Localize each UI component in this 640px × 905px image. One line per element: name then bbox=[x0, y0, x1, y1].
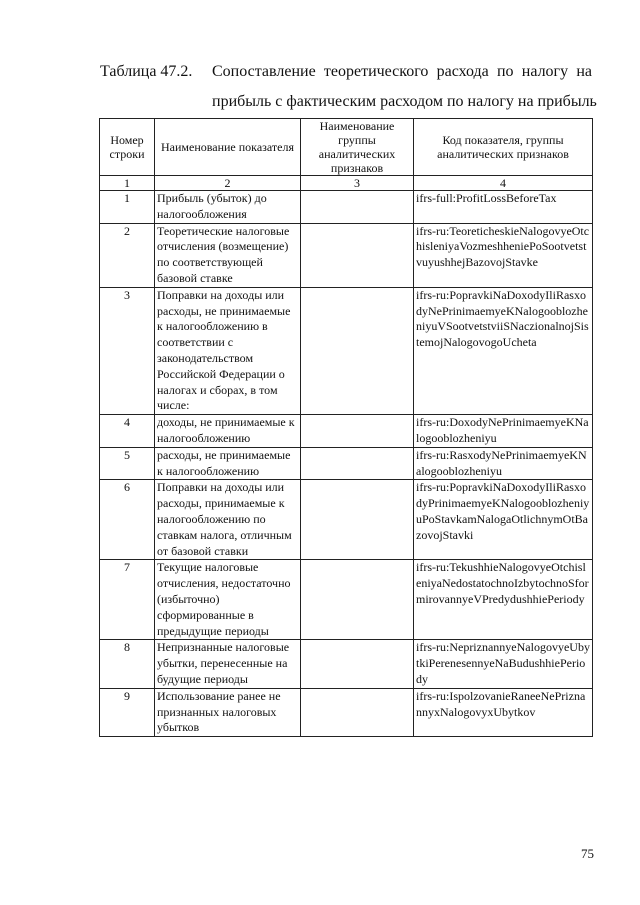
table-row bbox=[100, 688, 593, 736]
row-number-cell: 6 bbox=[100, 480, 155, 560]
indicator-name-cell: Поправки на доходы или расходы, принимаемые к налогообложению по ставкам налога, отличным от базовой ставки bbox=[155, 480, 301, 560]
indicator-name-cell: Использование ранее не признанных налоговых убытков bbox=[155, 688, 301, 736]
indicator-name-cell: Поправки на доходы или расходы, не принимаемые к налогообложению в соответствии с законодательством Российской Федерации о налогах и сборах, в том числе: bbox=[155, 287, 301, 414]
indicator-code-cell: ifrs-ru:NepriznannyeNalogovyeUbytkiPerenesennyeNaBudushhiePeriody bbox=[414, 640, 593, 688]
indicator-code-cell: ifrs-ru:DoxodyNePrinimaemyeKNalogooblozheniyu bbox=[414, 415, 593, 448]
row-number-cell: 1 bbox=[100, 191, 155, 224]
table-row bbox=[100, 191, 593, 224]
table-row bbox=[100, 560, 593, 640]
table-row bbox=[100, 640, 593, 688]
table-row bbox=[100, 223, 593, 287]
indicator-name-cell: расходы, не принимаемые к налогообложению bbox=[155, 447, 301, 480]
group-name-cell bbox=[301, 560, 414, 640]
group-name-cell bbox=[301, 415, 414, 448]
column-number: 4 bbox=[414, 176, 593, 191]
column-number-row bbox=[100, 176, 593, 191]
row-number-cell: 8 bbox=[100, 640, 155, 688]
indicator-code-cell: ifrs-ru:TeoreticheskieNalogovyeOtchisleniyaVozmeshheniePoSootvetstvuyushhejBazovojStavke bbox=[414, 223, 593, 287]
tax-reconciliation-table bbox=[99, 118, 593, 737]
table-title-line-2: прибыль с фактическим расходом по налогу на прибыль bbox=[212, 93, 597, 110]
indicator-code-cell: ifrs-full:ProfitLossBeforeTax bbox=[414, 191, 593, 224]
header-row-number: Номер строки bbox=[100, 119, 155, 176]
row-number-cell: 2 bbox=[100, 223, 155, 287]
indicator-name-cell: Теоретические налоговые отчисления (возмещение) по соответствующей базовой ставке bbox=[155, 223, 301, 287]
header-indicator-name: Наименование показателя bbox=[155, 119, 301, 176]
table-title-line-1: Сопоставление теоретического расхода по налогу на bbox=[212, 63, 592, 80]
indicator-name-cell: доходы, не принимаемые к налогообложению bbox=[155, 415, 301, 448]
group-name-cell bbox=[301, 447, 414, 480]
row-number-cell: 4 bbox=[100, 415, 155, 448]
table-row bbox=[100, 480, 593, 560]
group-name-cell bbox=[301, 223, 414, 287]
header-code: Код показателя, группы аналитических признаков bbox=[414, 119, 593, 176]
header-group-name: Наименование группы аналитических признаков bbox=[301, 119, 414, 176]
row-number-cell: 5 bbox=[100, 447, 155, 480]
page-number: 75 bbox=[581, 846, 594, 861]
indicator-name-cell: Текущие налоговые отчисления, недостаточно (избыточно) сформированные в предыдущие периоды bbox=[155, 560, 301, 640]
group-name-cell bbox=[301, 480, 414, 560]
indicator-code-cell: ifrs-ru:PopravkiNaDoxodyIliRasxodyNePrinimaemyeKNalogooblozheniyuVSootvetstviiSNaczionalnojSistemojNalogovogoUcheta bbox=[414, 287, 593, 414]
column-number: 2 bbox=[155, 176, 301, 191]
row-number-cell: 7 bbox=[100, 560, 155, 640]
indicator-code-cell: ifrs-ru:RasxodyNePrinimaemyeKNalogooblozheniyu bbox=[414, 447, 593, 480]
indicator-code-cell: ifrs-ru:PopravkiNaDoxodyIliRasxodyPrinimaemyeKNalogooblozheniyuPoStavkamNalogaOtlichnymOtBazovojStavki bbox=[414, 480, 593, 560]
table-number: Таблица 47.2. bbox=[100, 63, 193, 80]
table-row bbox=[100, 415, 593, 448]
table-row bbox=[100, 287, 593, 414]
indicator-name-cell: Прибыль (убыток) до налогообложения bbox=[155, 191, 301, 224]
group-name-cell bbox=[301, 640, 414, 688]
column-number: 1 bbox=[100, 176, 155, 191]
header-row bbox=[100, 119, 593, 176]
indicator-name-cell: Непризнанные налоговые убытки, перенесенные на будущие периоды bbox=[155, 640, 301, 688]
indicator-code-cell: ifrs-ru:IspolzovanieRaneeNePriznannyxNalogovyxUbytkov bbox=[414, 688, 593, 736]
group-name-cell bbox=[301, 287, 414, 414]
table-row bbox=[100, 447, 593, 480]
column-number: 3 bbox=[301, 176, 414, 191]
indicator-code-cell: ifrs-ru:TekushhieNalogovyeOtchisleniyaNedostatochnoIzbytochnoSformirovannyeVPredydushhiePeriody bbox=[414, 560, 593, 640]
row-number-cell: 9 bbox=[100, 688, 155, 736]
row-number-cell: 3 bbox=[100, 287, 155, 414]
group-name-cell bbox=[301, 191, 414, 224]
group-name-cell bbox=[301, 688, 414, 736]
